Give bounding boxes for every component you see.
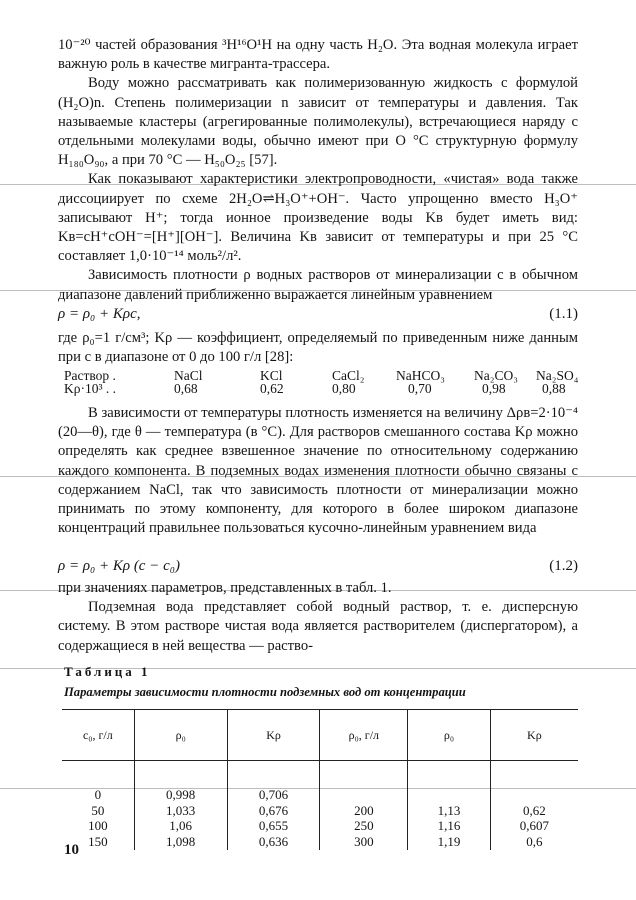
table-cell: 0,636 bbox=[258, 833, 289, 849]
table-cell: 0,998 bbox=[166, 787, 196, 802]
paragraph: В зависимости от температуры плотность изменяется на величину Δρв=2·10⁻⁴ (20—θ), где θ — температура (в °C). Для растворов смешанного состава Kρ можно определять как среднее взвешенное значение по относительному содержанию каждого компонента. В подземных водах изменения плотности обычно связаны с содержанием NaCl, так что зависимость плотности от минерализации можно принимать по этому компоненту, для которого в более широком диапазоне концентраций правильнее пользоваться кусочно-линейным уравнением вида bbox=[58, 405, 578, 537]
solute-name: NaCl bbox=[174, 368, 203, 383]
text-block-bottom bbox=[58, 579, 578, 656]
equation-1-2 bbox=[58, 558, 578, 578]
row-label-solution: Раствор . bbox=[64, 368, 116, 383]
paragraph: при значениях параметров, представленных в табл. 1. bbox=[58, 580, 392, 596]
row-label-k: Kρ·10³ . . bbox=[64, 381, 117, 396]
page-number: 10 bbox=[64, 842, 79, 858]
column-header: c₀, г/л bbox=[62, 710, 134, 761]
column-cells bbox=[408, 761, 491, 851]
table-cell: 250 bbox=[354, 818, 374, 833]
equation-number: (1.1) bbox=[549, 306, 578, 322]
paragraph: Зависимость плотности ρ водных растворов от минерализации c в обычном диапазоне давлений приближенно выражается линейным уравнением bbox=[58, 267, 578, 303]
table-cell: 0 bbox=[94, 787, 102, 802]
column-cells bbox=[227, 761, 320, 851]
table-cell: 1,13 bbox=[437, 802, 461, 818]
text-block-middle bbox=[58, 404, 578, 538]
solute-k: 0,88 bbox=[542, 381, 566, 396]
solute-name: Na₂SO₄ bbox=[536, 368, 579, 383]
table-cell: 0,655 bbox=[258, 818, 289, 833]
table-cell: 0,6 bbox=[526, 833, 543, 849]
table-cell: 50 bbox=[91, 802, 105, 818]
solute-k: 0,98 bbox=[482, 381, 506, 396]
equation-expression: ρ = ρ₀ + Kρc, bbox=[58, 306, 141, 322]
coefficient-table bbox=[64, 368, 579, 398]
table-1 bbox=[62, 709, 578, 850]
table-cell: 1,16 bbox=[437, 818, 461, 833]
table-header-row bbox=[62, 710, 578, 761]
paragraph: где ρ₀=1 г/см³; Kρ — коэффициент, определяемый по приведенным ниже данным при c в диапазоне от 0 до 100 г/л [28]: bbox=[58, 330, 578, 366]
solute-name: KCl bbox=[260, 368, 283, 383]
column-cells bbox=[490, 761, 578, 851]
equation-1-1 bbox=[58, 306, 578, 326]
table-caption: Таблица 1 bbox=[64, 664, 151, 679]
solute-k: 0,68 bbox=[174, 381, 198, 396]
solute-k: 0,80 bbox=[332, 381, 356, 396]
equation-expression: ρ = ρ₀ + Kρ (c − c₀) bbox=[58, 558, 180, 574]
table-cell: 1,19 bbox=[437, 833, 461, 849]
table-cell: 200 bbox=[354, 802, 374, 818]
solute-name: Na₂CO₃ bbox=[474, 368, 518, 383]
column-cells bbox=[62, 761, 134, 851]
column-header: ρ₀, г/л bbox=[320, 710, 408, 761]
table-cell: 0,607 bbox=[519, 818, 549, 833]
table-cell bbox=[492, 787, 577, 803]
column-header: Kρ bbox=[490, 710, 578, 761]
table-cell bbox=[409, 787, 489, 803]
paragraph: 10⁻²⁰ частей образования ³H¹⁶O¹H на одну часть H₂O. Эта водная молекула играет важную роль в качестве мигранта-трассера. bbox=[58, 37, 578, 73]
solute-name: NaHCO₃ bbox=[396, 368, 445, 383]
column-header: Kρ bbox=[227, 710, 320, 761]
table-cell: 1,033 bbox=[166, 802, 196, 818]
table-cell: 300 bbox=[354, 833, 374, 849]
paragraph: Подземная вода представляет собой водный раствор, т. е. дисперсную систему. В этом растворе чистая вода является растворителем (диспергатором), а содержащиеся в ней вещества — раство- bbox=[58, 599, 578, 654]
table-cell: 0,676 bbox=[258, 802, 289, 818]
paragraph: Как показывают характеристики электропроводности, «чистая» вода также диссоциирует по схеме 2H₂O⇌H₃O⁺+OH⁻. Часто упрощенно вместо H₃O⁺ записывают H⁺; тогда ионное произведение воды Kв будет иметь вид: Kв=cH⁺cOH⁻=[H⁺][OH⁻]. Величина Kв зависит от температуры и при 25 °C составляет 1,0·10⁻¹⁴ моль²/л². bbox=[58, 171, 578, 265]
column-header: ρ₀ bbox=[134, 710, 227, 761]
column-cells bbox=[134, 761, 227, 851]
solute-k: 0,62 bbox=[260, 381, 284, 396]
column-cells bbox=[320, 761, 408, 851]
table-cell: 1,06 bbox=[169, 818, 193, 833]
table-cell bbox=[321, 787, 406, 803]
table-title: Параметры зависимости плотности подземных вод от концентрации bbox=[64, 685, 466, 699]
text-block-where bbox=[58, 329, 578, 367]
text-block-top bbox=[58, 36, 578, 305]
equation-number: (1.2) bbox=[549, 558, 578, 574]
table-cell: 1,098 bbox=[166, 833, 196, 849]
table-cell: 0,62 bbox=[523, 802, 546, 818]
column-header: ρ₀ bbox=[408, 710, 491, 761]
table-cell: 100 bbox=[88, 818, 108, 833]
solute-name: CaCl₂ bbox=[332, 368, 365, 383]
table-body-row bbox=[62, 761, 578, 851]
table-cell: 150 bbox=[88, 833, 108, 849]
paragraph: Воду можно рассматривать как полимеризованную жидкость с формулой (H₂O)n. Степень полимеризации n зависит от температуры и давления. Так называемые кластеры (агрегированные полимолекулы), встречающиеся наряду с отдельными молекулами воды, обычно имеют при O °C структурную формулу H₁₈₀O₉₀, а при 70 °C — H₅₀O₂₅ [57]. bbox=[58, 75, 578, 169]
table-cell: 0,706 bbox=[258, 787, 289, 802]
solute-k: 0,70 bbox=[408, 381, 432, 396]
